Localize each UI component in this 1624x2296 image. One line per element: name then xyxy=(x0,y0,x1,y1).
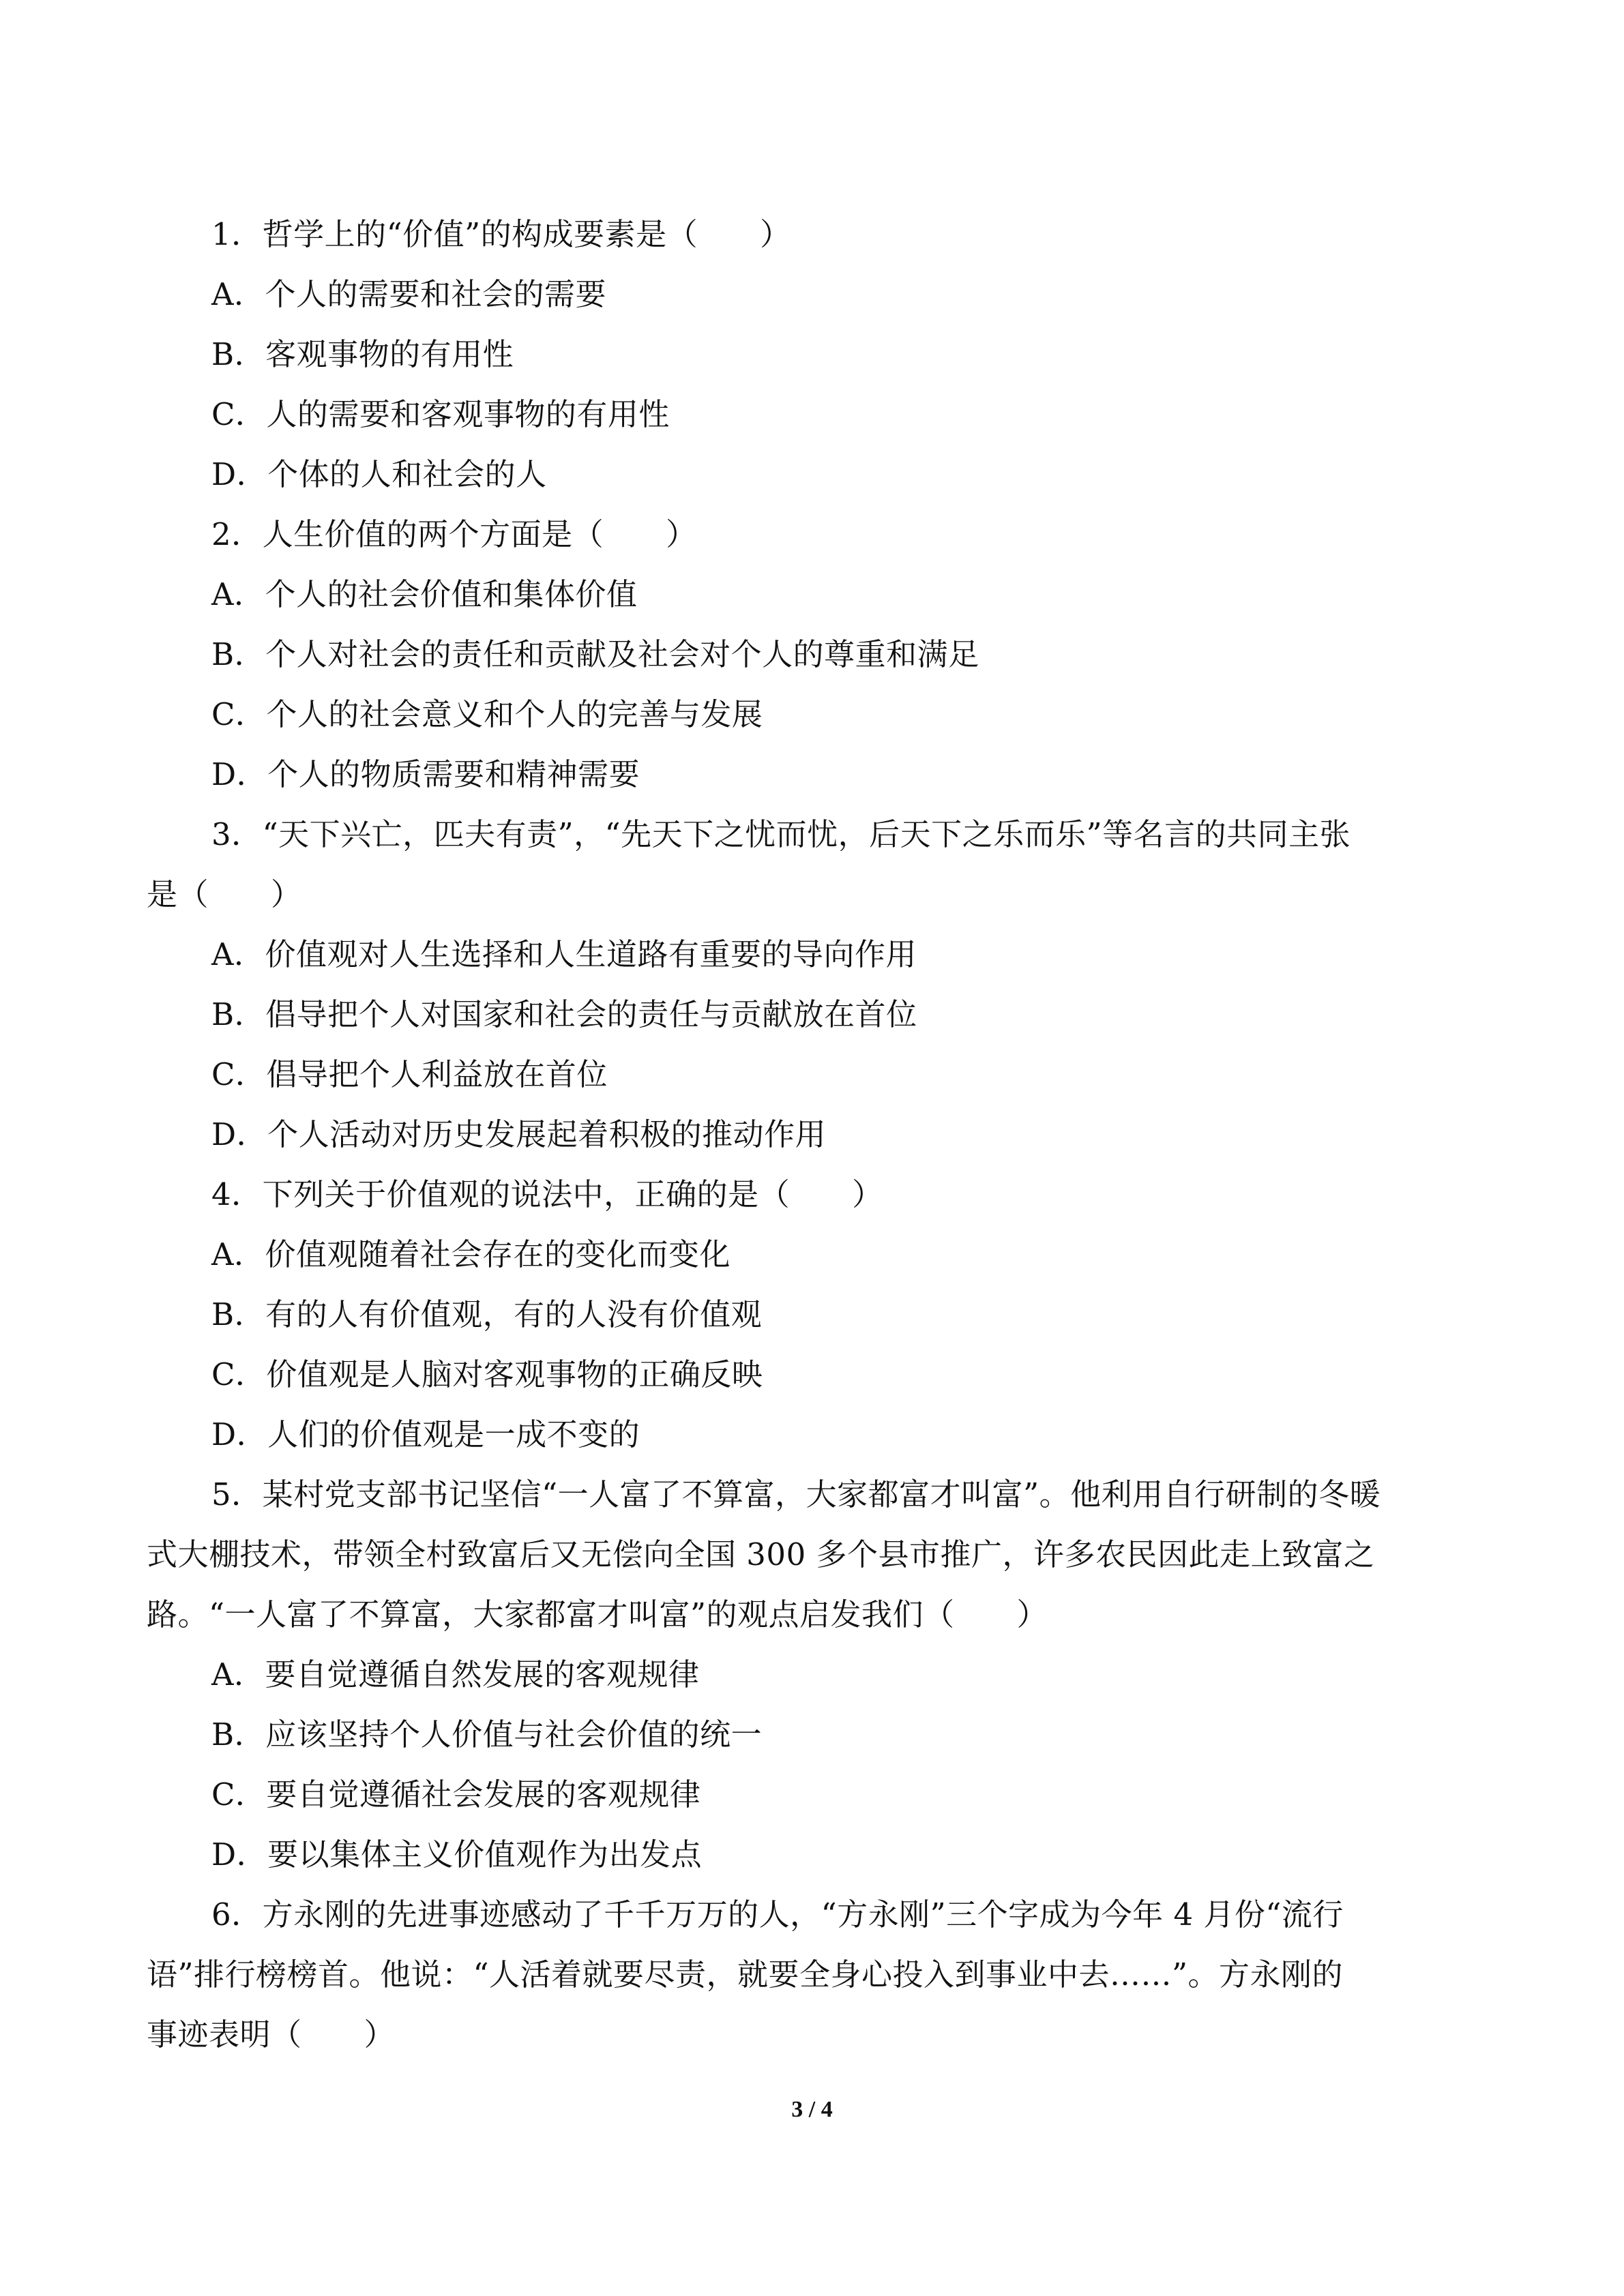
answer-option: D．个人活动对历史发展起着积极的推动作用 xyxy=(211,1116,827,1152)
answer-option: A．个人的需要和社会的需要 xyxy=(211,276,606,312)
question-5 xyxy=(147,1465,1477,1885)
question-4 xyxy=(147,1165,1477,1465)
answer-option: A．个人的社会价值和集体价值 xyxy=(211,576,638,612)
answer-option: A．价值观随着社会存在的变化而变化 xyxy=(211,1236,730,1272)
question-2 xyxy=(147,505,1477,805)
question-stem-line: 4．下列关于价值观的说法中，正确的是（ ） xyxy=(211,1176,883,1212)
answer-option: C．个人的社会意义和个人的完善与发展 xyxy=(211,696,763,732)
question-stem-line: 6．方永刚的先进事迹感动了千千万万的人，“方永刚”三个字成为今年 4 月份“流行 xyxy=(211,1896,1344,1933)
question-stem-line: 式大棚技术，带领全村致富后又无偿向全国 300 多个县市推广，许多农民因此走上致富之 xyxy=(147,1536,1375,1572)
question-list xyxy=(147,205,1477,2065)
answer-option: D．人们的价值观是一成不变的 xyxy=(211,1416,640,1452)
question-stem-line: 2．人生价值的两个方面是（ ） xyxy=(211,516,697,552)
answer-option: A．要自觉遵循自然发展的客观规律 xyxy=(211,1656,700,1693)
answer-option: B．个人对社会的责任和贡献及社会对个人的尊重和满足 xyxy=(211,636,979,672)
answer-option: B．客观事物的有用性 xyxy=(211,336,514,372)
answer-option: C．价值观是人脑对客观事物的正确反映 xyxy=(211,1356,763,1392)
question-3 xyxy=(147,805,1477,1165)
answer-option: C．要自觉遵循社会发展的客观规律 xyxy=(211,1776,701,1813)
page-number: 3 / 4 xyxy=(791,2097,833,2122)
question-stem-line: 路。“一人富了不算富，大家都富才叫富”的观点启发我们（ ） xyxy=(147,1596,1048,1632)
answer-option: B．倡导把个人对国家和社会的责任与贡献放在首位 xyxy=(211,996,917,1032)
question-stem-line: 事迹表明（ ） xyxy=(147,2016,396,2053)
question-stem-line: 5．某村党支部书记坚信“一人富了不算富，大家都富才叫富”。他利用自行研制的冬暖 xyxy=(211,1476,1381,1512)
answer-option: B．应该坚持个人价值与社会价值的统一 xyxy=(211,1716,763,1753)
answer-option: B．有的人有价值观，有的人没有价值观 xyxy=(211,1296,763,1332)
question-stem-line: 3．“天下兴亡，匹夫有责”，“先天下之忧而忧，后天下之乐而乐”等名言的共同主张 xyxy=(211,816,1351,852)
question-1 xyxy=(147,205,1477,505)
answer-option: C．人的需要和客观事物的有用性 xyxy=(211,396,670,432)
answer-option: D．个体的人和社会的人 xyxy=(211,456,547,492)
question-6 xyxy=(147,1885,1477,2065)
question-stem-line: 1．哲学上的“价值”的构成要素是（ ） xyxy=(211,216,791,252)
question-stem-line: 是（ ） xyxy=(147,876,302,912)
answer-option: D．要以集体主义价值观作为出发点 xyxy=(211,1836,703,1873)
answer-option: D．个人的物质需要和精神需要 xyxy=(211,756,640,792)
answer-option: A．价值观对人生选择和人生道路有重要的导向作用 xyxy=(211,936,917,972)
answer-option: C．倡导把个人利益放在首位 xyxy=(211,1056,608,1092)
question-stem-line: 语”排行榜榜首。他说：“人活着就要尽责，就要全身心投入到事业中去……”。方永刚的 xyxy=(147,1956,1344,1993)
